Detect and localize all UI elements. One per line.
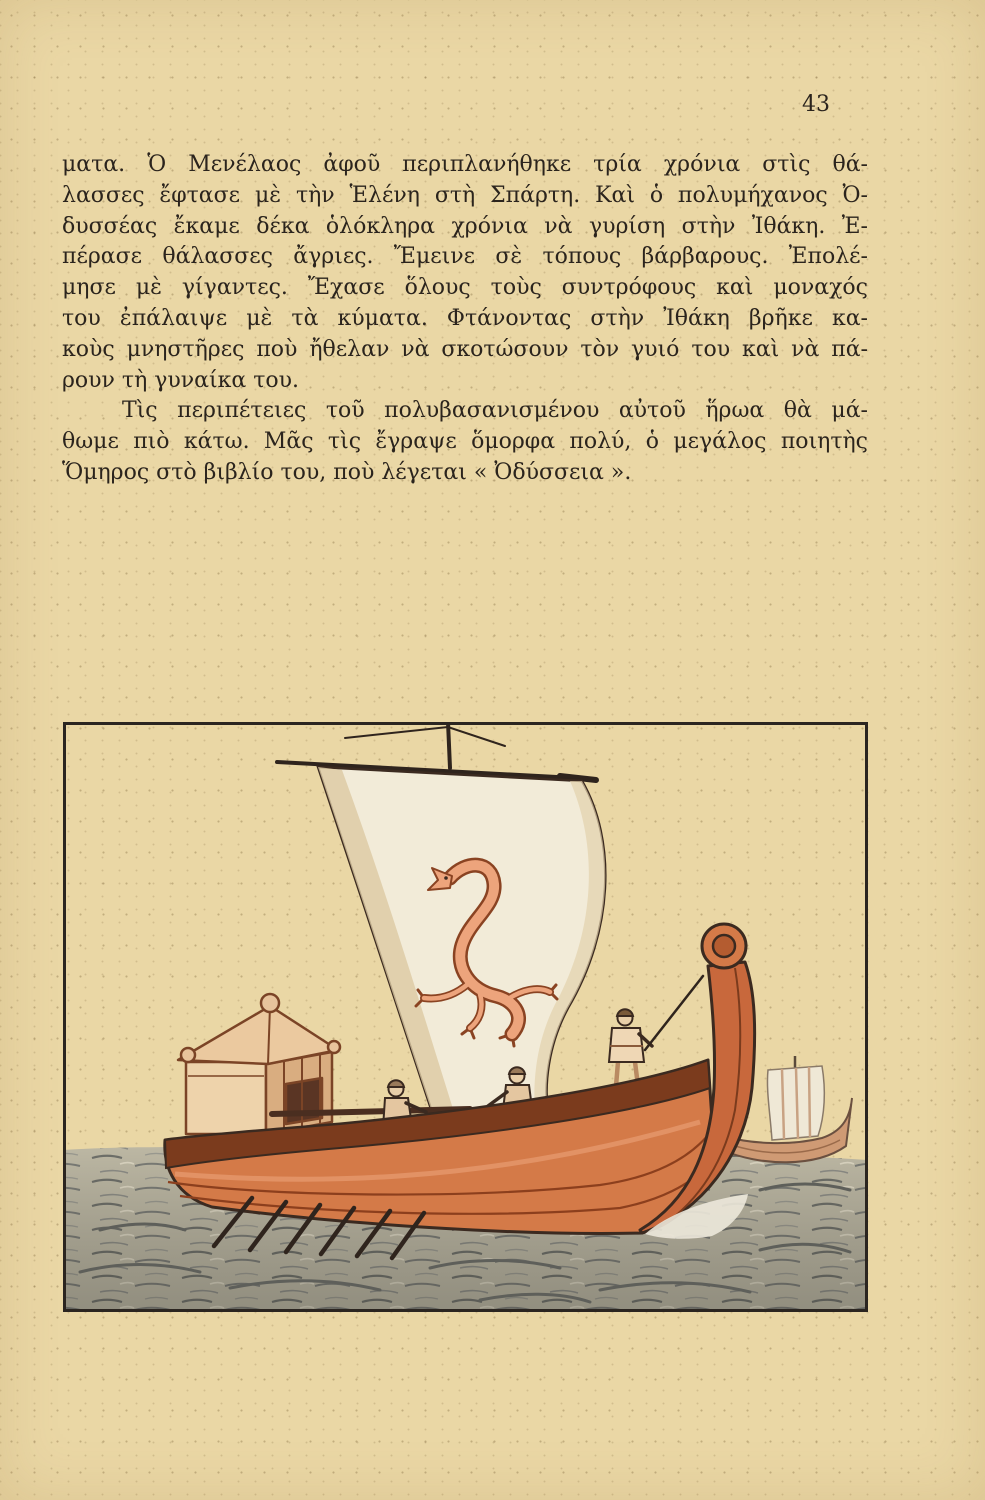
text-line: ρουν τὴ γυναίκα του.	[62, 367, 300, 393]
ship-illustration	[63, 722, 868, 1312]
paragraph	[62, 396, 868, 488]
text-line: λασσες ἔφτασε μὲ τὴν Ἑλένη στὴ Σπάρτη. Καὶ ὁ πολυμήχανος Ὀ-	[62, 182, 868, 208]
text-line: δυσσέας ἔκαμε δέκα ὁλόκληρα χρόνια νὰ γυρίση στὴν Ἰθάκη. Ἐ-	[62, 213, 868, 239]
text-line: του ἐπάλαιψε μὲ τὰ κύματα. Φτάνοντας στὴν Ἰθάκη βρῆκε κα-	[62, 305, 868, 331]
illustration	[63, 722, 868, 1312]
text-line: κοὺς μνηστῆρες ποὺ ἤθελαν νὰ σκοτώσουν τὸν γυιό του καὶ νὰ πά-	[62, 336, 868, 362]
text-line: θωμε πιὸ κάτω. Μᾶς τὶς ἔγραψε ὅμορφα πολύ, ὁ μεγάλος ποιητὴς	[62, 429, 868, 455]
paragraph	[62, 150, 868, 396]
text-line: Τὶς περιπέτειες τοῦ πολυβασανισμένου αὐτοῦ ἥρωα θὰ μά-	[122, 398, 868, 424]
page-number: 43	[802, 92, 830, 117]
text-line: ματα. Ὁ Μενέλαος ἀφοῦ περιπλανήθηκε τρία χρόνια στὶς θά-	[62, 152, 868, 177]
body-text	[62, 150, 868, 489]
text-line: μησε μὲ γίγαντες. Ἔχασε ὅλους τοὺς συντρόφους καὶ μοναχός	[62, 275, 868, 301]
text-line: Ὅμηρος στὸ βιβλίο του, ποὺ λέγεται « Ὀδύσσεια ».	[62, 459, 632, 485]
text-line: πέρασε θάλασσες ἄγριες. Ἔμεινε σὲ τόπους βάρβαρους. Ἐπολέ-	[62, 244, 868, 270]
